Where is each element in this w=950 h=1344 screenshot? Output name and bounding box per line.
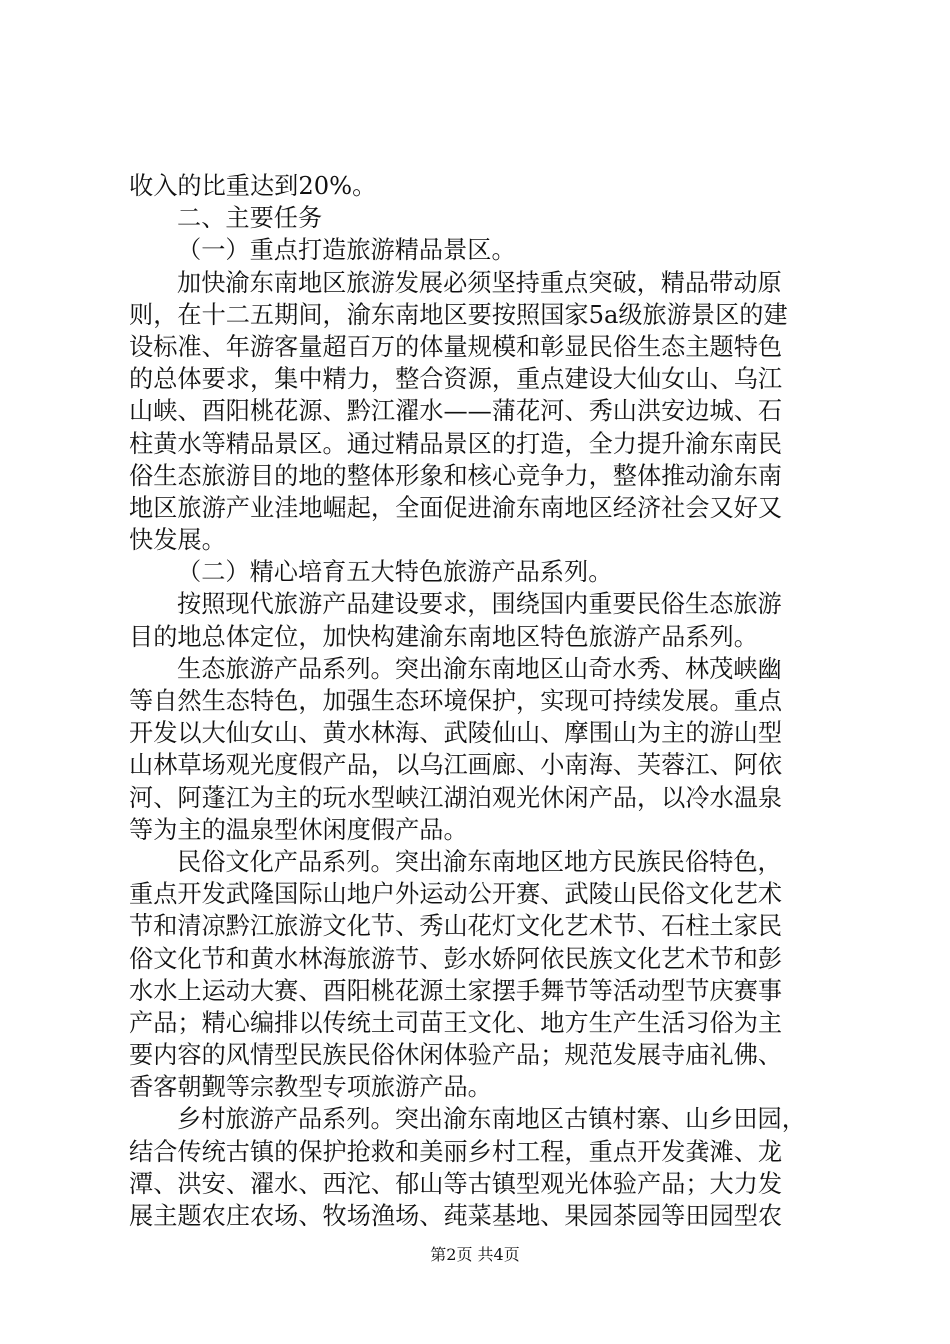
body-line: 节和清凉黔江旅游文化节、秀山花灯文化艺术节、石柱土家民 [129, 912, 783, 941]
body-line: 山峡、酉阳桃花源、黔江濯水——蒲花河、秀山洪安边城、石 [129, 397, 783, 426]
body-line: 等为主的温泉型休闲度假产品。 [129, 815, 468, 844]
body-line: 香客朝觐等宗教型专项旅游产品。 [129, 1073, 492, 1102]
body-line: 产品；精心编排以传统土司苗王文化、地方生产生活习俗为主 [129, 1008, 783, 1037]
body-line: 柱黄水等精品景区。通过精品景区的打造，全力提升渝东南民 [129, 429, 783, 458]
body-line: 结合传统古镇的保护抢救和美丽乡村工程，重点开发龚滩、龙 [129, 1137, 783, 1166]
body-line: 民俗文化产品系列。突出渝东南地区地方民族民俗特色， [177, 847, 782, 876]
document-body [129, 170, 835, 1232]
body-line: 按照现代旅游产品建设要求，围绕国内重要民俗生态旅游 [177, 590, 782, 619]
body-line: 的总体要求，集中精力，整合资源，重点建设大仙女山、乌江 [129, 365, 783, 394]
body-line: 河、阿蓬江为主的玩水型峡江湖泊观光休闲产品，以冷水温泉 [129, 783, 783, 812]
body-line: 山林草场观光度假产品，以乌江画廊、小南海、芙蓉江、阿依 [129, 751, 783, 780]
body-line: 则，在十二五期间，渝东南地区要按照国家5a级旅游景区的建 [129, 300, 788, 329]
body-line: 展主题农庄农场、牧场渔场、莼菜基地、果园茶园等田园型农 [129, 1202, 783, 1230]
subsection-heading: （一）重点打造旅游精品景区。 [177, 236, 516, 265]
body-line: 重点开发武隆国际山地户外运动公开赛、武陵山民俗文化艺术 [129, 880, 783, 909]
subsection-heading: （二）精心培育五大特色旅游产品系列。 [177, 558, 613, 587]
body-line: 开发以大仙女山、黄水林海、武陵仙山、摩围山为主的游山型 [129, 719, 783, 748]
body-line: 收入的比重达到20%。 [129, 172, 377, 200]
body-line: 生态旅游产品系列。突出渝东南地区山奇水秀、林茂峡幽 [177, 654, 782, 683]
body-line: 俗生态旅游目的地的整体形象和核心竞争力，整体推动渝东南 [129, 461, 783, 490]
body-line: 地区旅游产业洼地崛起，全面促进渝东南地区经济社会又好又 [129, 493, 783, 522]
body-line: 水水上运动大赛、酉阳桃花源土家摆手舞节等活动型节庆赛事 [129, 976, 783, 1005]
section-heading: 二、主要任务 [177, 204, 323, 233]
body-line: 俗文化节和黄水林海旅游节、彭水娇阿依民族文化艺术节和彭 [129, 944, 783, 973]
body-line: 加快渝东南地区旅游发展必须坚持重点突破，精品带动原 [177, 268, 782, 297]
body-line: 设标准、年游客量超百万的体量规模和彰显民俗生态主题特色 [129, 332, 783, 361]
body-line: 乡村旅游产品系列。突出渝东南地区古镇村寨、山乡田园， [177, 1105, 806, 1134]
body-line: 目的地总体定位，加快构建渝东南地区特色旅游产品系列。 [129, 622, 758, 651]
body-line: 要内容的风情型民族民俗休闲体验产品；规范发展寺庙礼佛、 [129, 1041, 783, 1070]
body-line: 潭、洪安、濯水、西沱、郁山等古镇型观光体验产品；大力发 [129, 1169, 783, 1198]
page-number-footer: 第2页 共4页 [430, 1245, 520, 1264]
body-line: 快发展。 [129, 526, 226, 555]
body-line: 等自然生态特色，加强生态环境保护，实现可持续发展。重点 [129, 687, 783, 715]
